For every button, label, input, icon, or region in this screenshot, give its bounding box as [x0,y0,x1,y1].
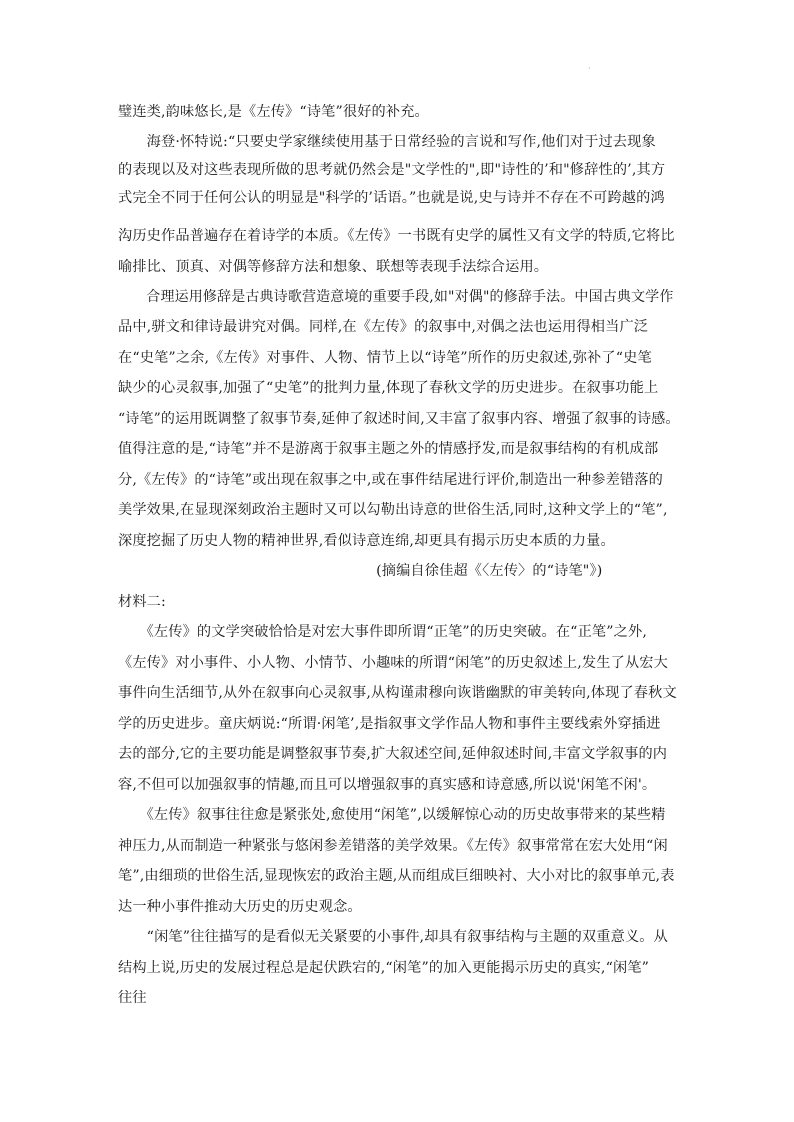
text-line: 容,不但可以加强叙事的情趣,而且可以增强叙事的真实感和诗意感,所以说'闲笔不闲'。 [118,777,657,793]
text-line: 缺少的心灵叙事,加强了“史笔”的批判力量,体现了春秋文学的历史进步。在叙事功能上 [118,380,659,396]
text-line: 深度挖掘了历史人物的精神世界,看似诗意连绵,却更具有揭示历史本质的力量。 [118,533,615,549]
text-line: “闲笔”往往描写的是看似无关紧要的小事件,却具有叙事结构与主题的双重意义。从 [118,929,668,945]
text-line: 《左传》的文学突破恰恰是对宏大事件即所谓“正笔”的历史突破。在“正笔”之外, [118,624,647,640]
text-line: 喻排比、顶真、对偶等修辞方法和想象、联想等表现手法综合运用。 [118,259,549,275]
text-line: 学的历史进步。童庆炳说:“所谓·闲笔’,是指叙事文学作品人物和事件主要线索外穿插进 [118,716,661,732]
text-line: 值得注意的是,“诗笔”并不是游离于叙事主题之外的情感抒发,而是叙事结构的有机成部 [118,441,659,457]
text-line: 笔”,由细琐的世俗生活,显现恢宏的政治主题,从而组成巨细映衬、大小对比的叙事单元,表 [118,868,675,884]
source-citation: (摘编自徐佳超《〈左传〉的“诗笔"》) [118,563,603,579]
text-line: 达一种小事件推动大历史的历史观念。 [118,899,362,915]
text-line: 沟历史作品普遍存在着诗学的本质。《左传》一书既有史学的属性又有文学的特质,它将比 [118,228,675,244]
text-line: 结构上说,历史的发展过程总是起伏跌宕的,“闲笔”的加入更能揭示历史的真实,“闲笔” [118,960,650,976]
corner-mark: · [588,64,591,73]
text-line: 的表现以及对这些表现所做的思考就仍然会是"文学性的",即"诗性的’和"修辞性的’,其方 [118,162,666,178]
text-line: 美学效果,在显现深刻政治主题时又可以勾勒出诗意的世俗生活,同时,这种文学上的“笔”, [118,502,668,518]
text-line: 合理运用修辞是古典诗歌营造意境的重要手段,如"对偶"的修辞手法。中国古典文学作 [118,289,674,305]
text-line: 式完全不同于任何公认的明显是"科学的’话语。”也就是说,史与诗并不存在不可跨越的鸿 [118,190,665,206]
text-line: 事件向生活细节,从外在叙事向心灵叙事,从构谨肃穆向诙谐幽默的审美转向,体现了春秋文 [118,685,677,701]
text-line: 去的部分,它的主要功能是调整叙事节奏,扩大叙述空间,延伸叙述时间,丰富文学叙事的内 [118,746,668,762]
text-line: 《左传》对小事件、小人物、小情节、小趣味的所谓“闲笔”的历史叙述上,发生了从宏大 [118,655,668,671]
text-line: 《左传》叙事往往愈是紧张处,愈使用“闲笔”,以缓解惊心动的历史故事带来的某些精 [118,807,666,823]
text-line: 海登·怀特说:“只要史学家继续使用基于日常经验的言说和写作,他们对于过去现象 [118,134,656,150]
section-heading: 材料二: [118,594,166,610]
text-line: 璧连类,韵味悠长,是《左传》“诗笔”很好的补充。 [118,104,429,120]
text-line: “诗笔”的运用既调整了叙事节奏,延伸了叙述时间,又丰富了叙事内容、增强了叙事的诗感。 [118,411,680,427]
text-line: 神压力,从而制造一种紧张与悠闲参差错落的美学效果。《左传》叙事常常在宏大处用“闲 [118,838,668,854]
text-line: 往往 [118,990,147,1006]
text-line: 品中,骈文和律诗最讲究对偶。同样,在《左传》的叙事中,对偶之法也运用得相当广泛 [118,319,649,335]
text-line: 在“史笔”之余,《左传》对事件、人物、情节上以“诗笔”所作的历史叙述,弥补了“史笔 [118,350,652,366]
text-line: 分,《左传》的“诗笔”或出现在叙事之中,或在事件结尾进行评价,制造出一种参差错落的 [118,472,663,488]
